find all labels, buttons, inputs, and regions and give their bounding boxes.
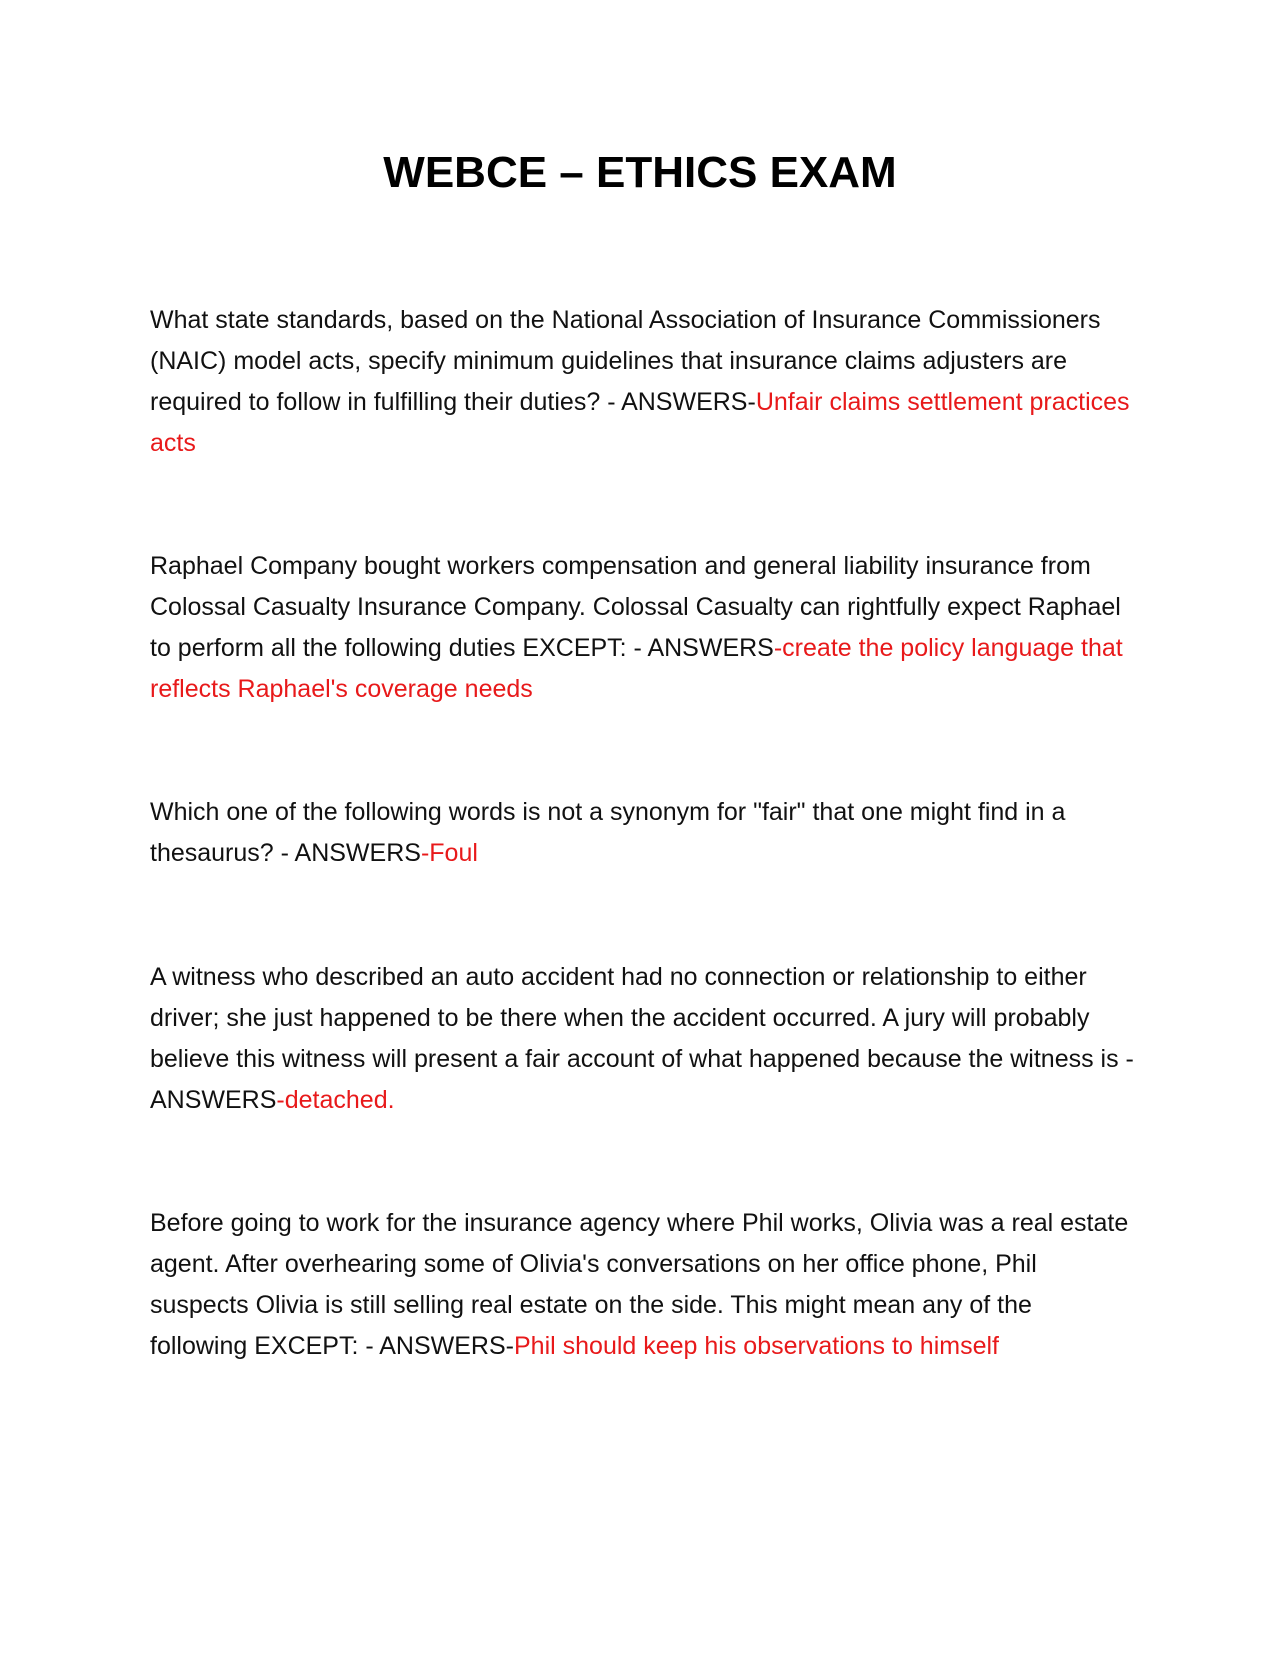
question-text: What state standards, based on the National Association of Insurance Commissioners (NAIC) model acts, specify minimum guidelines that insurance claims adjusters are required to follow in fulfilling their duties? - ANSWERS- (150, 306, 1101, 416)
answer-text: Phil should keep his observations to himself (514, 1332, 999, 1360)
answer-text: -create the policy language that reflects Raphael's coverage needs (150, 634, 1123, 703)
qa-item (150, 300, 1135, 464)
qa-item (150, 957, 1135, 1121)
page-title: WEBCE – ETHICS EXAM (383, 148, 897, 197)
question-text: Before going to work for the insurance agency where Phil works, Olivia was a real estate agent. After overhearing some of Olivia's conversations on her office phone, Phil suspects Olivia is still selling real estate on the side. This might mean any of the following EXCEPT: - ANSWERS- (150, 1209, 1129, 1360)
answer-text: Unfair claims settlement practices acts (150, 388, 1130, 457)
answer-text: -Foul (420, 839, 478, 867)
answer-text: -detached. (276, 1086, 395, 1114)
qa-item (150, 546, 1135, 710)
question-text: Raphael Company bought workers compensation and general liability insurance from Colossal Casualty Insurance Company. Colossal Casualty can rightfully expect Raphael to perform all the following duties EXCEPT: - ANSWERS (150, 552, 1121, 662)
question-text: Which one of the following words is not a synonym for "fair" that one might find in a thesaurus? - ANSWERS (150, 798, 1066, 867)
question-text: A witness who described an auto accident had no connection or relationship to either driver; she just happened to be there when the accident occurred. A jury will probably believe this witness will present a fair account of what happened because the witness is - ANSWERS (150, 963, 1134, 1114)
qa-item (150, 792, 1135, 874)
qa-item (150, 1203, 1135, 1367)
